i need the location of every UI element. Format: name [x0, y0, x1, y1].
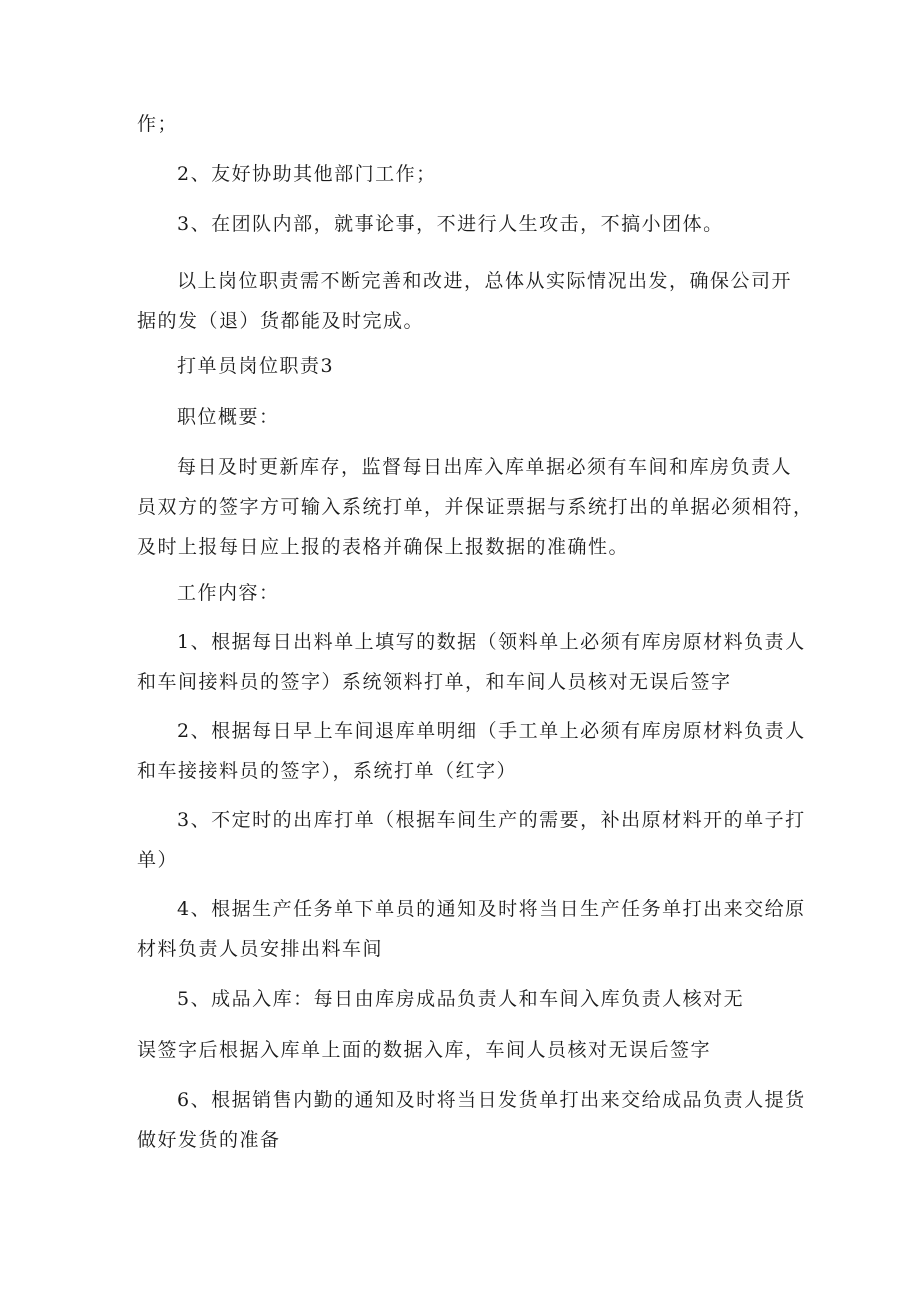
text-line: 员双方的签字方可输入系统打单，并保证票据与系统打出的单据必须相符，: [137, 496, 814, 518]
paragraph-position-summary: [137, 447, 814, 567]
text-line: 单）: [137, 849, 179, 871]
text-line: 作；: [137, 113, 179, 135]
paragraph-work-item-4: [137, 889, 806, 969]
text-line: 2、根据每日早上车间退库单明细（手工单上必须有库房原材料负责人: [177, 720, 806, 742]
text-line: 1、根据每日出料单上填写的数据（领料单上必须有库房原材料负责人: [177, 631, 806, 653]
paragraph-work-item-2: [137, 711, 806, 791]
text-line: 和车间接料员的签字）系统领料打单，和车间人员核对无误后签字: [137, 671, 732, 693]
text-line: 误签字后根据入库单上面的数据入库，车间人员核对无误后签字: [137, 1039, 712, 1061]
paragraph-work-item-3: [137, 800, 806, 880]
section-heading: [137, 346, 797, 386]
paragraph-continuation: [137, 104, 797, 144]
heading-text: 职位概要：: [177, 406, 280, 428]
text-line: 2、友好协助其他部门工作；: [177, 163, 437, 185]
subheading-position-summary: [137, 397, 797, 437]
text-line: 3、不定时的出库打单（根据车间生产的需要，补出原材料开的单子打: [177, 809, 806, 831]
subheading-work-content: [137, 573, 797, 613]
text-line: 6、根据销售内勤的通知及时将当日发货单打出来交给成品负责人提货: [177, 1089, 806, 1111]
text-line: 做好发货的准备: [137, 1129, 281, 1151]
paragraph-work-item-5: [137, 979, 797, 1019]
text-line: 每日及时更新库存，监督每日出库入库单据必须有车间和库房负责人: [177, 456, 793, 478]
paragraph-work-item-6: [137, 1080, 806, 1160]
text-line: 以上岗位职责需不断完善和改进，总体从实际情况出发，确保公司开: [177, 270, 793, 292]
paragraph-summary: [137, 261, 797, 341]
heading-text: 工作内容：: [177, 582, 280, 604]
paragraph-work-item-1: [137, 622, 806, 702]
paragraph-item-3: [137, 204, 797, 244]
text-line: 3、在团队内部，就事论事，不进行人生攻击，不搞小团体。: [177, 213, 724, 235]
text-line: 5、成品入库：每日由库房成品负责人和车间入库负责人核对无: [177, 988, 745, 1010]
text-line: 据的发（退）货都能及时完成。: [137, 310, 425, 332]
heading-text: 打单员岗位职责3: [177, 355, 335, 377]
text-line: 和车接接料员的签字），系统打单（红字）: [137, 760, 518, 782]
text-line: 材料负责人员安排出料车间: [137, 938, 384, 960]
paragraph-work-item-5-cont: [137, 1030, 797, 1070]
paragraph-item-2: [137, 154, 797, 194]
text-line: 4、根据生产任务单下单员的通知及时将当日生产任务单打出来交给原: [177, 898, 806, 920]
text-line: 及时上报每日应上报的表格并确保上报数据的准确性。: [137, 536, 630, 558]
